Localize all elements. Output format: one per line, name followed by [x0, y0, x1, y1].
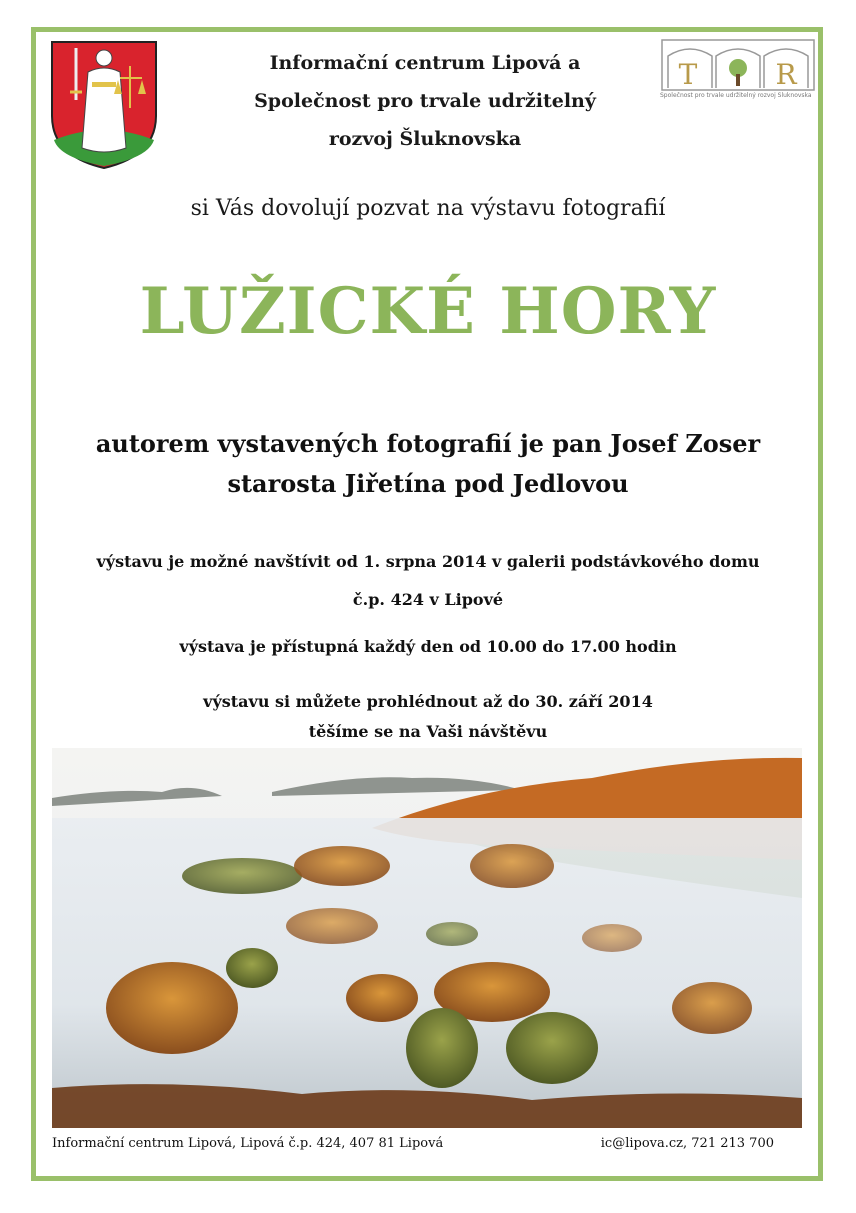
- organizer-line: Informační centrum Lipová a: [269, 52, 581, 74]
- organizer-line: Společnost pro trvale udržitelný: [254, 90, 596, 112]
- closing-info: [40, 687, 816, 747]
- tur-logo-caption: Společnost pro trvale udržitelný rozvoj Šluknovska: [660, 92, 812, 99]
- author-line: starosta Jiřetína pod Jedlovou: [227, 469, 629, 498]
- visit-line: č.p. 424 v Lipové: [352, 590, 504, 609]
- organizers: [190, 44, 660, 158]
- footer-address: Informační centrum Lipová, Lipová č.p. 424, 407 81 Lipová: [52, 1136, 444, 1151]
- footer-contact: ic@lipova.cz, 721 213 700: [600, 1136, 774, 1151]
- visit-line: výstavu je možné navštívit od 1. srpna 2014 v galerii podstávkového domu: [96, 552, 760, 571]
- author-line: autorem vystavených fotografií je pan Josef Zoser: [95, 429, 761, 458]
- opening-hours: výstava je přístupná každý den od 10.00 do 17.00 hodin: [179, 637, 677, 656]
- coat-of-arms-icon: [48, 38, 160, 170]
- tur-logo-letter-r: R: [775, 58, 797, 91]
- invitation-text: si Vás dovolují pozvat na výstavu fotografií: [190, 196, 666, 221]
- until-line: výstavu si můžete prohlédnout až do 30. září 2014: [203, 692, 653, 711]
- author-info: [40, 424, 816, 504]
- greeting-line: těšíme se na Vaši návštěvu: [308, 722, 548, 741]
- visit-info: [40, 543, 816, 619]
- organizer-line: rozvoj Šluknovska: [328, 128, 522, 150]
- landscape-photo: [52, 748, 802, 1128]
- exhibition-title: LUŽICKÉ HORY: [139, 274, 717, 349]
- tur-logo-letter-t: T: [678, 58, 698, 91]
